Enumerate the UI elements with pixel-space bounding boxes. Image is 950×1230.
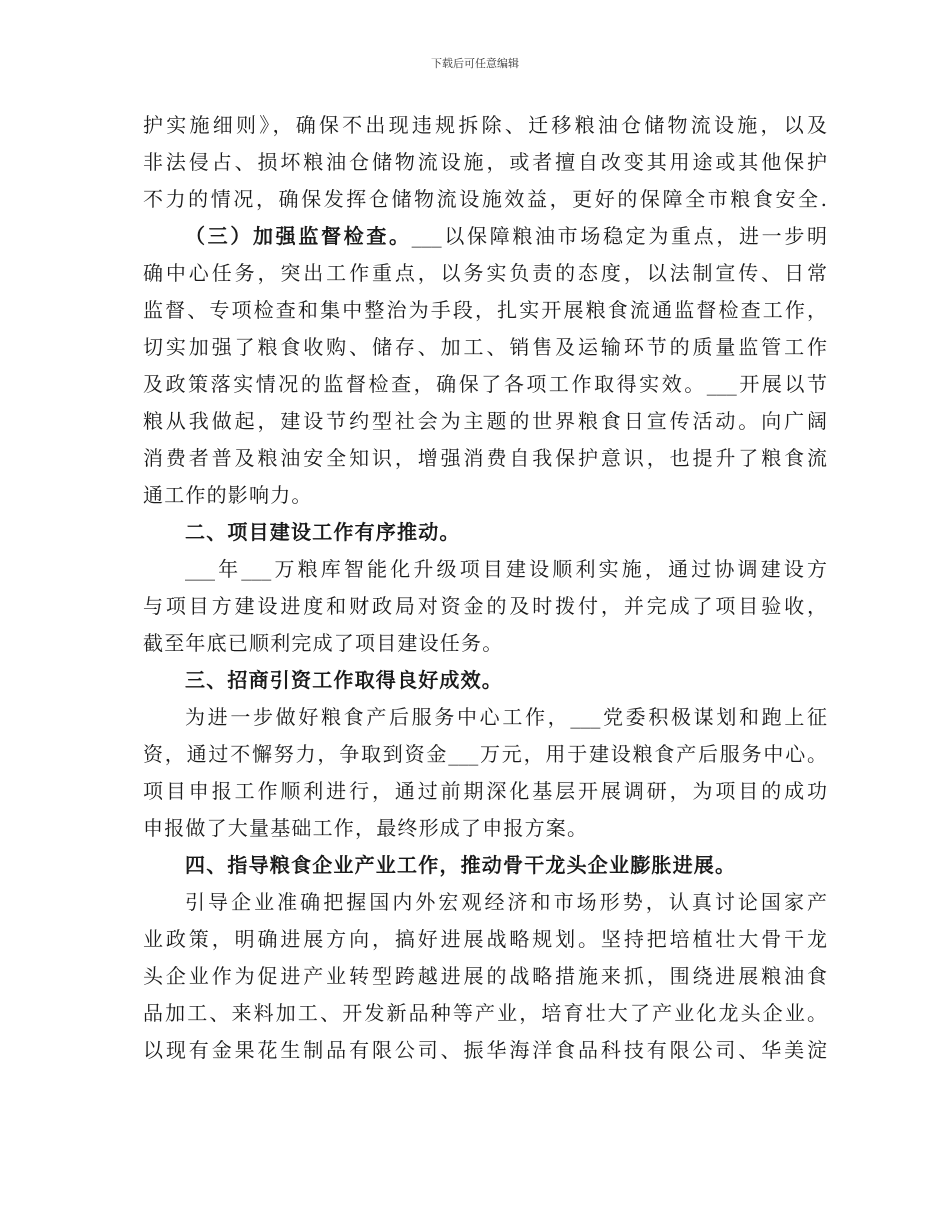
text-line: 为进一步做好粮食产后服务中心工作，___党委积极谋划和跑上征 xyxy=(185,705,827,729)
text-line: 切实加强了粮食收购、储存、加工、销售及运输环节的质量监管工作 xyxy=(143,335,827,359)
text-line: 项目申报工作顺利进行，通过前期深化基层开展调研，为项目的成功 xyxy=(143,779,827,803)
text-line: 护实施细则》，确保不出现违规拆除、迁移粮油仓储物流设施，以及 xyxy=(143,113,827,137)
text-line: 非法侵占、损坏粮油仓储物流设施，或者擅自改变其用途或其他保护 xyxy=(143,150,827,174)
text-line: 品加工、来料加工、开发新品种等产业，培育壮大了产业化龙头企业。 xyxy=(143,1001,827,1025)
text-line: 资，通过不懈努力，争取到资金___万元，用于建设粮食产后服务中心。 xyxy=(143,742,827,766)
text-line: 通工作的影响力。 xyxy=(143,483,313,507)
text-line xyxy=(143,218,827,255)
text-line: 引导企业准确把握国内外宏观经济和市场形势，认真讨论国家产 xyxy=(185,890,827,914)
page-header: 下载后可任意编辑 xyxy=(431,57,519,70)
section-heading: （三）加强监督检查。 xyxy=(185,224,412,248)
text-line: 业政策，明确进展方向，搞好进展战略规划。坚持把培植壮大骨干龙 xyxy=(143,927,827,951)
text-line: 及政策落实情况的监督检查，确保了各项工作取得实效。___开展以节 xyxy=(143,372,827,396)
text-line: 以现有金果花生制品有限公司、振华海洋食品科技有限公司、华美淀 xyxy=(143,1038,827,1062)
text-segment: ___以保障粮油市场稳定为重点，进一步明 xyxy=(411,224,827,248)
text-line: 不力的情况，确保发挥仓储物流设施效益，更好的保障全市粮食安全. xyxy=(143,187,827,211)
text-line: 消费者普及粮油安全知识，增强消费自我保护意识，也提升了粮食流 xyxy=(143,446,827,470)
section-heading: 三、招商引资工作取得良好成效。 xyxy=(185,668,503,692)
text-line: 粮从我做起，建设节约型社会为主题的世界粮食日宣传活动。向广阔 xyxy=(143,409,827,433)
text-line: 头企业作为促进产业转型跨越进展的战略措施来抓，围绕进展粮油食 xyxy=(143,964,827,988)
text-line: 申报做了大量基础工作，最终形成了申报方案。 xyxy=(143,816,589,840)
text-line: 监督、专项检查和集中整治为手段，扎实开展粮食流通监督检查工作， xyxy=(143,298,827,322)
text-line: ___年___万粮库智能化升级项目建设顺利实施，通过协调建设方 xyxy=(185,557,827,581)
section-heading: 四、指导粮食企业产业工作，推动骨干龙头企业膨胀进展。 xyxy=(185,853,737,877)
text-line: 截至年底已顺利完成了项目建设任务。 xyxy=(143,631,504,655)
section-heading: 二、项目建设工作有序推动。 xyxy=(185,520,461,544)
text-line: 与项目方建设进度和财政局对资金的及时拨付，并完成了项目验收， xyxy=(143,594,827,618)
text-line: 确中心任务，突出工作重点，以务实负责的态度，以法制宣传、日常 xyxy=(143,261,827,285)
document-body xyxy=(143,107,827,1069)
